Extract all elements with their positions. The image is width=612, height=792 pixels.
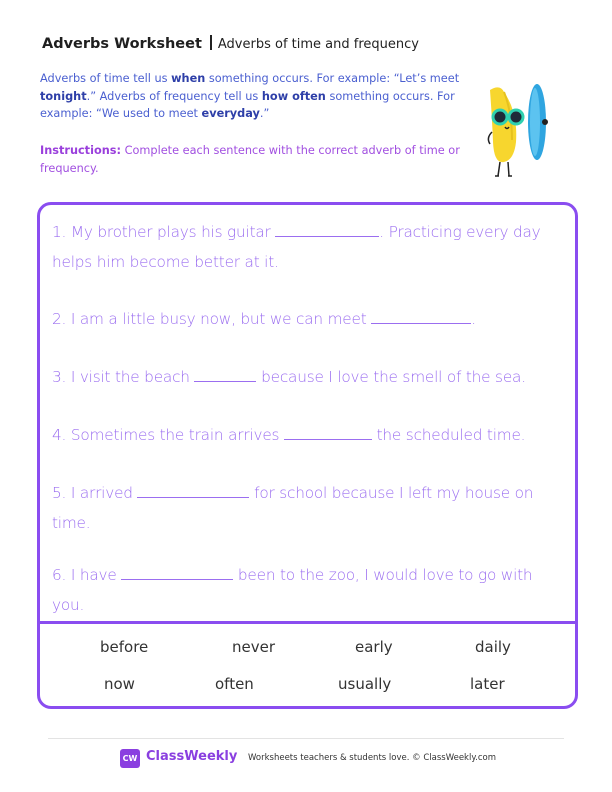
- word-bank-item: often: [215, 675, 254, 693]
- word-bank-item: never: [232, 638, 276, 656]
- question-text: 6. I have: [52, 566, 122, 584]
- intro-bold: everyday: [201, 107, 260, 120]
- brand-name: ClassWeekly: [146, 749, 238, 764]
- instructions: [40, 142, 460, 177]
- question-6: [52, 560, 562, 620]
- word-bank-divider: [37, 621, 578, 624]
- intro-bold: tonight: [40, 89, 87, 103]
- instructions-text: Complete each sentence with the correct adverb of time or frequency.: [40, 144, 460, 175]
- question-text: 4. Sometimes the train arrives: [52, 426, 284, 444]
- question-4: [52, 420, 562, 450]
- questions-panel: [37, 202, 578, 709]
- question-text: because I love the smell of the sea.: [256, 368, 526, 386]
- question-5: [52, 478, 562, 538]
- word-bank-item: later: [470, 675, 505, 693]
- intro-text: Adverbs of time tell us: [40, 72, 172, 85]
- question-2: [52, 304, 562, 334]
- word-bank-item: now: [104, 675, 135, 693]
- instructions-label: Instructions:: [40, 144, 121, 157]
- question-1: [52, 217, 562, 277]
- word-bank-item: daily: [475, 638, 511, 656]
- answer-blank-1[interactable]: [275, 224, 379, 237]
- intro-bold: when: [171, 72, 206, 85]
- intro-text: .”: [259, 107, 270, 120]
- worksheet-title: [42, 35, 419, 52]
- banana-mascot-icon: [478, 82, 558, 182]
- answer-blank-2[interactable]: [371, 311, 471, 324]
- answer-blank-4[interactable]: [284, 427, 372, 440]
- intro-text: something occurs. For example: “We used to meet: [40, 89, 455, 120]
- word-bank-item: early: [355, 638, 393, 656]
- question-3: [52, 362, 562, 392]
- question-text: for school because I left my house on time.: [52, 484, 534, 532]
- word-bank-item: usually: [338, 675, 392, 693]
- intro-bold: how often: [261, 89, 326, 103]
- question-text: . Practicing every day helps him become better at it.: [52, 223, 541, 271]
- question-text: 1. My brother plays his guitar: [52, 223, 276, 241]
- question-text: 2. I am a little busy now, but we can meet: [52, 310, 372, 328]
- title-subtitle: Adverbs of time and frequency: [217, 37, 419, 52]
- answer-blank-5[interactable]: [137, 485, 249, 498]
- question-text: .: [471, 310, 476, 328]
- title-main: Adverbs Worksheet: [42, 36, 202, 52]
- footer-divider: [48, 738, 564, 739]
- question-text: been to the zoo, I would love to go with you.: [52, 566, 533, 614]
- intro-paragraph: [40, 70, 460, 123]
- word-bank-item: before: [100, 638, 149, 656]
- question-text: 5. I arrived: [52, 484, 138, 502]
- intro-text: something occurs. For example: “Let’s meet: [205, 72, 460, 85]
- footer-tagline: Worksheets teachers & students love. © ClassWeekly.com: [248, 753, 497, 763]
- question-text: the scheduled time.: [371, 426, 526, 444]
- intro-text: .” Adverbs of frequency tell us: [86, 89, 262, 103]
- answer-blank-3[interactable]: [194, 369, 256, 382]
- question-text: 3. I visit the beach: [52, 368, 195, 386]
- title-divider: [210, 35, 212, 50]
- classweekly-logo-icon: CW: [120, 749, 140, 768]
- answer-blank-6[interactable]: [121, 567, 233, 580]
